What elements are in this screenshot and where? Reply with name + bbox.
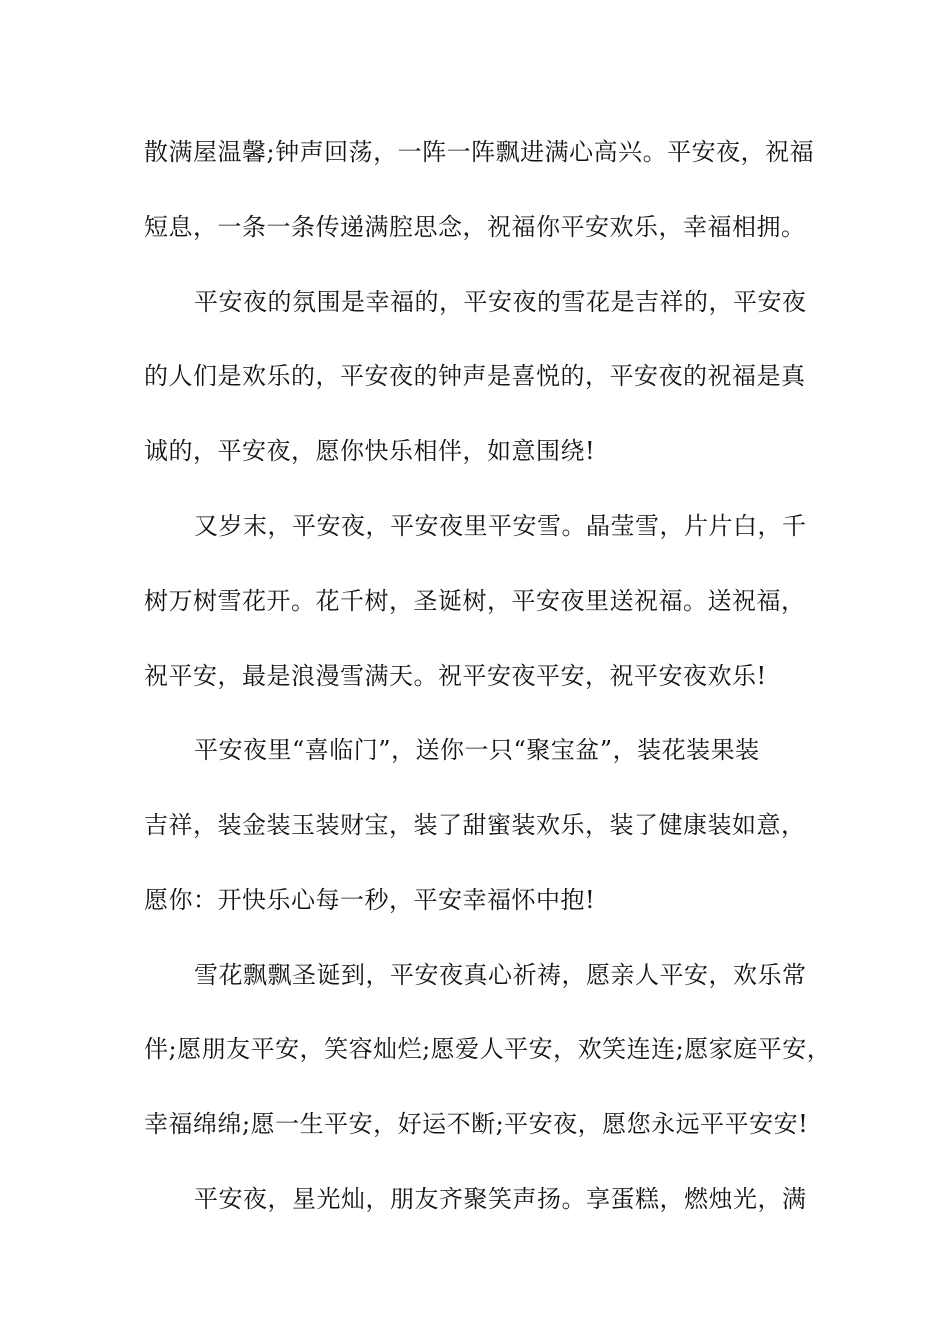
text-line: 诚的，平安夜，愿你快乐相伴，如意围绕!: [144, 437, 596, 465]
paragraph-first-line: 平安夜的氛围是幸福的，平安夜的雪花是吉祥的，平安夜: [194, 288, 807, 316]
paragraph-first-line: 雪花飘飘圣诞到，平安夜真心祈祷，愿亲人平安，欢乐常: [194, 961, 807, 989]
text-line: 幸福绵绵;愿一生平安，好运不断;平安夜，愿您永远平平安安!: [144, 1110, 809, 1138]
text-line: 的人们是欢乐的，平安夜的钟声是喜悦的，平安夜的祝福是真: [144, 362, 806, 390]
paragraph-first-line: 平安夜，星光灿，朋友齐聚笑声扬。享蛋糕，燃烛光，满: [194, 1185, 807, 1213]
text-line: 树万树雪花开。花千树，圣诞树，平安夜里送祝福。送祝福，: [144, 587, 806, 615]
text-line: 愿你：开快乐心每一秒，平安幸福怀中抱!: [144, 886, 596, 914]
text-line: 伴;愿朋友平安，笑容灿烂;愿爱人平安，欢笑连连;愿家庭平安，: [144, 1035, 832, 1063]
text-line: 祝平安，最是浪漫雪满天。祝平安夜平安，祝平安夜欢乐!: [144, 662, 767, 690]
text-line: 短息，一条一条传递满腔思念，祝福你平安欢乐，幸福相拥。: [144, 213, 806, 241]
text-line: 散满屋温馨;钟声回荡，一阵一阵飘进满心高兴。平安夜，祝福: [144, 138, 815, 166]
paragraph-first-line: 平安夜里“喜临门”，送你一只“聚宝盆”，装花装果装: [194, 736, 760, 764]
text-line: 吉祥，装金装玉装财宝，装了甜蜜装欢乐，装了健康装如意，: [144, 811, 806, 839]
paragraph-first-line: 又岁末，平安夜，平安夜里平安雪。晶莹雪，片片白，千: [194, 512, 807, 540]
